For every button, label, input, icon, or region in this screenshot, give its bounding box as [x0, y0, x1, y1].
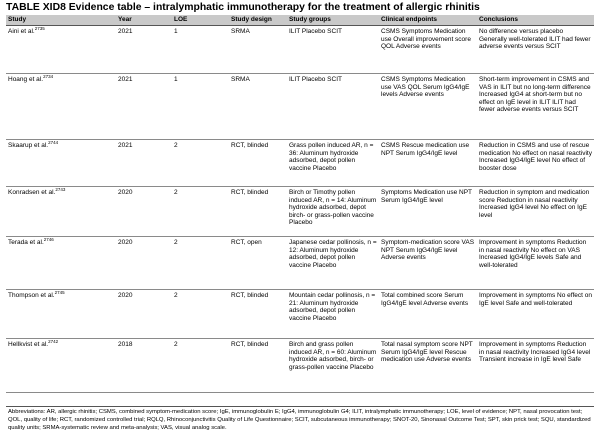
- year-cell: 2020: [116, 187, 172, 237]
- study-cell: [6, 74, 116, 140]
- design-cell: RCT, blinded: [229, 290, 287, 339]
- reference-number: 2746: [43, 237, 54, 242]
- column-header-loe: LOE: [172, 15, 229, 26]
- endpoints-cell: Total combined score Serum IgG4/IgE level Adverse events: [379, 290, 477, 339]
- groups-cell: Birch or Timothy pollen induced AR, n = 14: Aluminum hydroxide adsorbed, depot birch- or grass-pollen vaccine Placebo: [287, 187, 379, 237]
- reference-number: 2744: [48, 140, 59, 145]
- reference-number: 2745: [54, 290, 65, 295]
- year-cell: 2018: [116, 339, 172, 393]
- loe-cell: 2: [172, 290, 229, 339]
- abbreviations-footnote: Abbreviations: AR, allergic rhinitis; CSMS, combined symptom-medication score; IgE, immunoglobulin E; IgG4, immunoglobulin G4; ILIT, intralymphatic immunotherapy; LOE, level of evidence; NPT, nasal provocation test; QOL, quality of life; RCT, randomized controlled trial; RQLQ, Rhinoconjunctivitis Quality of Life Questionnaire; SCIT, subcutaneous immunotherapy; SNOT-20, Sinonasal Outcome Test; SPT, skin prick test; SQU, standardized quality units; SRMA-systematic review and meta-analysis; VAS, visual analog scale.: [6, 406, 594, 434]
- design-cell: RCT, open: [229, 237, 287, 290]
- loe-cell: 2: [172, 237, 229, 290]
- design-cell: SRMA: [229, 74, 287, 140]
- study-name: Aini et al.: [8, 28, 35, 35]
- table-row: [6, 237, 594, 290]
- study-cell: [6, 339, 116, 393]
- study-name: Konradsen et al.: [8, 189, 56, 196]
- design-cell: RCT, blinded: [229, 140, 287, 187]
- groups-cell: Birch and grass pollen induced AR, n = 60: Aluminum hydroxide adsorbed, birch- or grass-pollen vaccine Placebo: [287, 339, 379, 393]
- loe-cell: 2: [172, 187, 229, 237]
- study-cell: [6, 26, 116, 74]
- conclusions-cell: Improvement in symptoms No effect on IgE level Safe and well-tolerated: [477, 290, 594, 339]
- year-cell: 2021: [116, 26, 172, 74]
- table-header-row: [6, 15, 594, 26]
- conclusions-cell: Reduction in symptom and medication score Reduction in nasal reactivity Increased IgG4 level No effect on IgE level: [477, 187, 594, 237]
- study-name: Terada et al.: [8, 239, 44, 246]
- year-cell: 2020: [116, 237, 172, 290]
- conclusions-cell: Improvement in symptoms Reduction in nasal reactivity No effect on VAS Increased IgG4/IgE levels Safe and well-tolerated: [477, 237, 594, 290]
- reference-number: 2743: [55, 187, 66, 192]
- column-header-clinical-endpoints: Clinical endpoints: [379, 15, 477, 26]
- endpoints-cell: CSMS Rescue medication use NPT Serum IgG4/IgE level: [379, 140, 477, 187]
- column-header-study: Study: [6, 15, 116, 26]
- year-cell: 2021: [116, 74, 172, 140]
- loe-cell: 2: [172, 140, 229, 187]
- conclusions-cell: Improvement in symptoms Reduction in nasal reactivity Increased IgG4 level Transient increase in IgE level Safe: [477, 339, 594, 393]
- table-row: [6, 187, 594, 237]
- design-cell: RCT, blinded: [229, 187, 287, 237]
- conclusions-cell: Reduction in CSMS and use of rescue medication No effect on nasal reactivity Increased IgG4/IgE level No effect of booster dose: [477, 140, 594, 187]
- endpoints-cell: Symptoms Medication use NPT Serum IgG4/IgE level: [379, 187, 477, 237]
- design-cell: RCT, blinded: [229, 339, 287, 393]
- conclusions-cell: Short-term improvement in CSMS and VAS in ILIT but no long-term difference Increased IgG4 at short-term but no effect on IgE level in ILIT ILIT had fewer adverse events versus SCIT: [477, 74, 594, 140]
- year-cell: 2021: [116, 140, 172, 187]
- study-cell: [6, 140, 116, 187]
- evidence-table: [6, 15, 594, 393]
- design-cell: SRMA: [229, 26, 287, 74]
- groups-cell: Japanese cedar pollinosis, n = 12: Aluminum hydroxide adsorbed, depot pollen vaccine Placebo: [287, 237, 379, 290]
- endpoints-cell: CSMS Symptoms Medication use VAS QOL Serum IgG4/IgE levels Adverse events: [379, 74, 477, 140]
- column-header-study-design: Study design: [229, 15, 287, 26]
- conclusions-cell: No difference versus placebo Generally well-tolerated ILIT had fewer adverse events versus SCIT: [477, 26, 594, 74]
- reference-number: 2735: [34, 26, 45, 31]
- table-row: [6, 339, 594, 393]
- table-title: TABLE XID8 Evidence table – intralymphatic immunotherapy for the treatment of allergic rhinitis: [6, 2, 480, 13]
- table-row: [6, 290, 594, 339]
- reference-number: 2734: [43, 74, 54, 79]
- reference-number: 2742: [48, 339, 59, 344]
- table-row: [6, 74, 594, 140]
- study-name: Hellkvist et al.: [8, 341, 49, 348]
- endpoints-cell: Total nasal symptom score NPT Serum IgG4/IgE level Rescue medication use Adverse events: [379, 339, 477, 393]
- study-cell: [6, 237, 116, 290]
- groups-cell: Grass pollen induced AR, n = 36: Aluminum hydroxide adsorbed, depot pollen vaccine Placebo: [287, 140, 379, 187]
- study-name: Skaarup et al.: [8, 142, 49, 149]
- loe-cell: 1: [172, 74, 229, 140]
- groups-cell: ILIT Placebo SCIT: [287, 74, 379, 140]
- endpoints-cell: CSMS Symptoms Medication use Overall improvement score QOL Adverse events: [379, 26, 477, 74]
- groups-cell: Mountain cedar pollinosis, n = 21: Aluminum hydroxide adsorbed, depot pollen vaccine Placebo: [287, 290, 379, 339]
- groups-cell: ILIT Placebo SCIT: [287, 26, 379, 74]
- column-header-conclusions: Conclusions: [477, 15, 594, 26]
- study-name: Thompson et al.: [8, 292, 55, 299]
- endpoints-cell: Symptom-medication score VAS NPT Serum IgG4/IgE level Adverse events: [379, 237, 477, 290]
- column-header-study-groups: Study groups: [287, 15, 379, 26]
- loe-cell: 1: [172, 26, 229, 74]
- loe-cell: 2: [172, 339, 229, 393]
- study-cell: [6, 187, 116, 237]
- year-cell: 2020: [116, 290, 172, 339]
- study-cell: [6, 290, 116, 339]
- study-name: Hoang et al.: [8, 76, 44, 83]
- column-header-year: Year: [116, 15, 172, 26]
- table-row: [6, 26, 594, 74]
- table-row: [6, 140, 594, 187]
